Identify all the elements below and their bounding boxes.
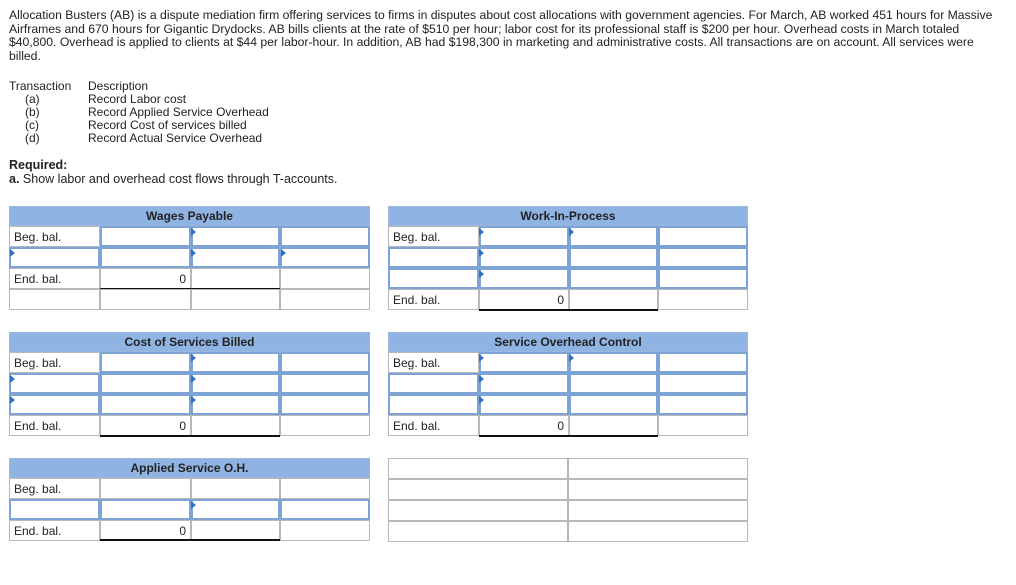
dropdown-marker-icon — [479, 375, 484, 383]
balance-underline — [479, 435, 658, 437]
soc-desc-select[interactable] — [569, 352, 658, 373]
applied-oh-desc-select[interactable] — [9, 499, 100, 520]
end-bal-value: 0 — [179, 524, 186, 538]
end-bal-label: End. bal. — [14, 524, 62, 538]
csb-desc-select[interactable] — [9, 373, 100, 394]
csb-credit-input[interactable] — [280, 373, 370, 394]
problem-statement: Allocation Busters (AB) is a dispute mediation firm offering services to firms in disputes about cost allocations with government agencies. For March, AB worked 451 hours for Massive Airframes and 670 hours for Gigantic Drydocks. AB bills clients at the rate of $510 per hour; labor cost for its professional staff is $200 per hour. Overhead costs in March totaled $40,800. Overhead is applied to clients at $44 per labor-hour. In addition, AB had $198,300 in marketing and administrative costs. All transactions are on account. All services were billed. — [9, 8, 993, 63]
dropdown-marker-icon — [479, 228, 484, 236]
cost-of-services-billed-header — [9, 332, 370, 352]
wip-credit-input[interactable] — [658, 247, 748, 268]
transaction-header: Transaction — [9, 79, 72, 93]
empty-cell — [191, 289, 280, 310]
balance-underline — [100, 539, 280, 541]
wip-desc-select[interactable] — [569, 268, 658, 289]
dropdown-marker-icon — [191, 501, 196, 509]
wages-payable-desc-select[interactable] — [191, 247, 280, 268]
wip-credit-input[interactable] — [658, 226, 748, 247]
empty-cell — [191, 478, 280, 499]
soc-desc-select[interactable] — [569, 394, 658, 415]
csb-debit-input[interactable] — [100, 352, 191, 373]
wip-desc-select[interactable] — [569, 247, 658, 268]
empty-cell — [568, 500, 748, 521]
applied-oh-credit-input[interactable] — [280, 499, 370, 520]
label-cell — [9, 415, 100, 436]
soc-desc-select[interactable] — [388, 373, 479, 394]
empty-cell — [388, 479, 568, 500]
wip-desc-select[interactable] — [388, 268, 479, 289]
dropdown-marker-icon — [10, 249, 15, 257]
service-overhead-control-header — [388, 332, 748, 352]
dropdown-marker-icon — [479, 270, 484, 278]
label-cell — [388, 289, 479, 310]
wip-desc-select[interactable] — [569, 226, 658, 247]
csb-debit-input[interactable] — [100, 394, 191, 415]
dropdown-marker-icon — [10, 396, 15, 404]
empty-cell — [9, 289, 100, 310]
label-cell — [9, 226, 100, 247]
end-bal-label: End. bal. — [393, 419, 441, 433]
end-bal-label: End. bal. — [14, 272, 62, 286]
end-balance-cell — [479, 289, 569, 310]
part-a-text: Show labor and overhead cost flows through T-accounts. — [22, 172, 338, 186]
dropdown-marker-icon — [479, 354, 484, 362]
end-bal-value: 0 — [179, 419, 186, 433]
empty-cell — [658, 289, 748, 310]
transaction-description: Record Applied Service Overhead — [88, 105, 269, 119]
soc-credit-input[interactable] — [658, 394, 748, 415]
end-bal-value: 0 — [557, 419, 564, 433]
dropdown-marker-icon — [191, 249, 196, 257]
dropdown-marker-icon — [191, 354, 196, 362]
empty-cell — [191, 415, 280, 436]
end-bal-value: 0 — [179, 272, 186, 286]
account-title: Work-In-Process — [520, 209, 616, 223]
wages-payable-debit-input[interactable] — [100, 226, 191, 247]
wip-debit-input[interactable] — [479, 268, 569, 289]
soc-desc-select[interactable] — [388, 394, 479, 415]
label-cell — [388, 415, 479, 436]
label-cell — [388, 226, 479, 247]
soc-credit-input[interactable] — [658, 373, 748, 394]
label-cell — [388, 352, 479, 373]
dropdown-marker-icon — [479, 396, 484, 404]
account-title: Cost of Services Billed — [124, 335, 255, 349]
empty-cell — [658, 415, 748, 436]
dropdown-marker-icon — [569, 228, 574, 236]
empty-cell — [388, 521, 568, 542]
soc-credit-input[interactable] — [658, 352, 748, 373]
description-header: Description — [88, 79, 149, 93]
dropdown-marker-icon — [191, 396, 196, 404]
empty-cell — [568, 458, 748, 479]
end-balance-cell — [100, 268, 191, 289]
required-heading: Required: — [9, 158, 68, 172]
dropdown-marker-icon — [191, 375, 196, 383]
end-balance-cell — [479, 415, 569, 436]
csb-desc-select[interactable] — [191, 352, 280, 373]
end-bal-label: End. bal. — [14, 419, 62, 433]
dropdown-marker-icon — [569, 354, 574, 362]
label-cell — [9, 352, 100, 373]
label-cell — [9, 520, 100, 541]
wip-desc-select[interactable] — [388, 247, 479, 268]
soc-debit-input[interactable] — [479, 352, 569, 373]
transaction-description: Record Actual Service Overhead — [88, 131, 263, 145]
transaction-code: (a) — [25, 92, 40, 106]
account-title: Service Overhead Control — [494, 335, 642, 349]
dropdown-marker-icon — [479, 249, 484, 257]
wages-payable-desc-select[interactable] — [191, 226, 280, 247]
wip-credit-input[interactable] — [658, 268, 748, 289]
beg-bal-label: Beg. bal. — [14, 356, 62, 370]
beg-bal-label: Beg. bal. — [393, 356, 441, 370]
empty-cell — [100, 289, 191, 310]
beg-bal-label: Beg. bal. — [393, 230, 441, 244]
end-bal-value: 0 — [557, 293, 564, 307]
empty-cell — [100, 478, 191, 499]
wages-payable-credit-input[interactable] — [280, 226, 370, 247]
csb-debit-input[interactable] — [100, 373, 191, 394]
transaction-code: (c) — [25, 118, 39, 132]
dropdown-marker-icon — [10, 375, 15, 383]
soc-debit-input[interactable] — [479, 373, 569, 394]
empty-cell — [569, 289, 658, 310]
account-title: Applied Service O.H. — [130, 461, 249, 475]
wages-payable-desc-select[interactable] — [9, 247, 100, 268]
label-cell — [9, 478, 100, 499]
wages-payable-credit-input[interactable] — [280, 247, 370, 268]
empty-cell — [191, 520, 280, 541]
wages-payable-debit-input[interactable] — [100, 247, 191, 268]
empty-cell — [280, 289, 370, 310]
csb-desc-select[interactable] — [191, 394, 280, 415]
balance-underline — [479, 309, 658, 311]
beg-bal-label: Beg. bal. — [14, 482, 62, 496]
empty-cell — [191, 268, 280, 289]
csb-desc-select[interactable] — [9, 394, 100, 415]
csb-credit-input[interactable] — [280, 352, 370, 373]
applied-service-oh-header — [9, 458, 370, 478]
transaction-description: Record Cost of services billed — [88, 118, 247, 132]
end-balance-cell — [100, 415, 191, 436]
end-balance-cell — [100, 520, 191, 541]
account-title: Wages Payable — [146, 209, 233, 223]
end-bal-label: End. bal. — [393, 293, 441, 307]
applied-oh-desc-select[interactable] — [191, 499, 280, 520]
empty-cell — [568, 479, 748, 500]
transaction-description: Record Labor cost — [88, 92, 187, 106]
dropdown-marker-icon — [191, 228, 196, 236]
empty-cell — [569, 415, 658, 436]
empty-cell — [280, 478, 370, 499]
empty-cell — [568, 521, 748, 542]
balance-underline — [100, 435, 280, 437]
required-part-a — [9, 172, 337, 186]
soc-desc-select[interactable] — [569, 373, 658, 394]
part-a-letter: a. — [9, 172, 20, 186]
empty-cell — [388, 458, 568, 479]
soc-debit-input[interactable] — [479, 394, 569, 415]
empty-cell — [280, 415, 370, 436]
csb-credit-input[interactable] — [280, 394, 370, 415]
empty-cell — [388, 500, 568, 521]
wip-debit-input[interactable] — [479, 247, 569, 268]
applied-oh-debit-input[interactable] — [100, 499, 191, 520]
empty-cell — [280, 520, 370, 541]
empty-cell — [280, 268, 370, 289]
transaction-code: (d) — [25, 131, 40, 145]
csb-desc-select[interactable] — [191, 373, 280, 394]
work-in-process-header — [388, 206, 748, 226]
beg-bal-label: Beg. bal. — [14, 230, 62, 244]
wages-payable-header — [9, 206, 370, 226]
wip-debit-input[interactable] — [479, 226, 569, 247]
transaction-code: (b) — [25, 105, 40, 119]
dropdown-marker-icon — [281, 249, 286, 257]
label-cell — [9, 268, 100, 289]
